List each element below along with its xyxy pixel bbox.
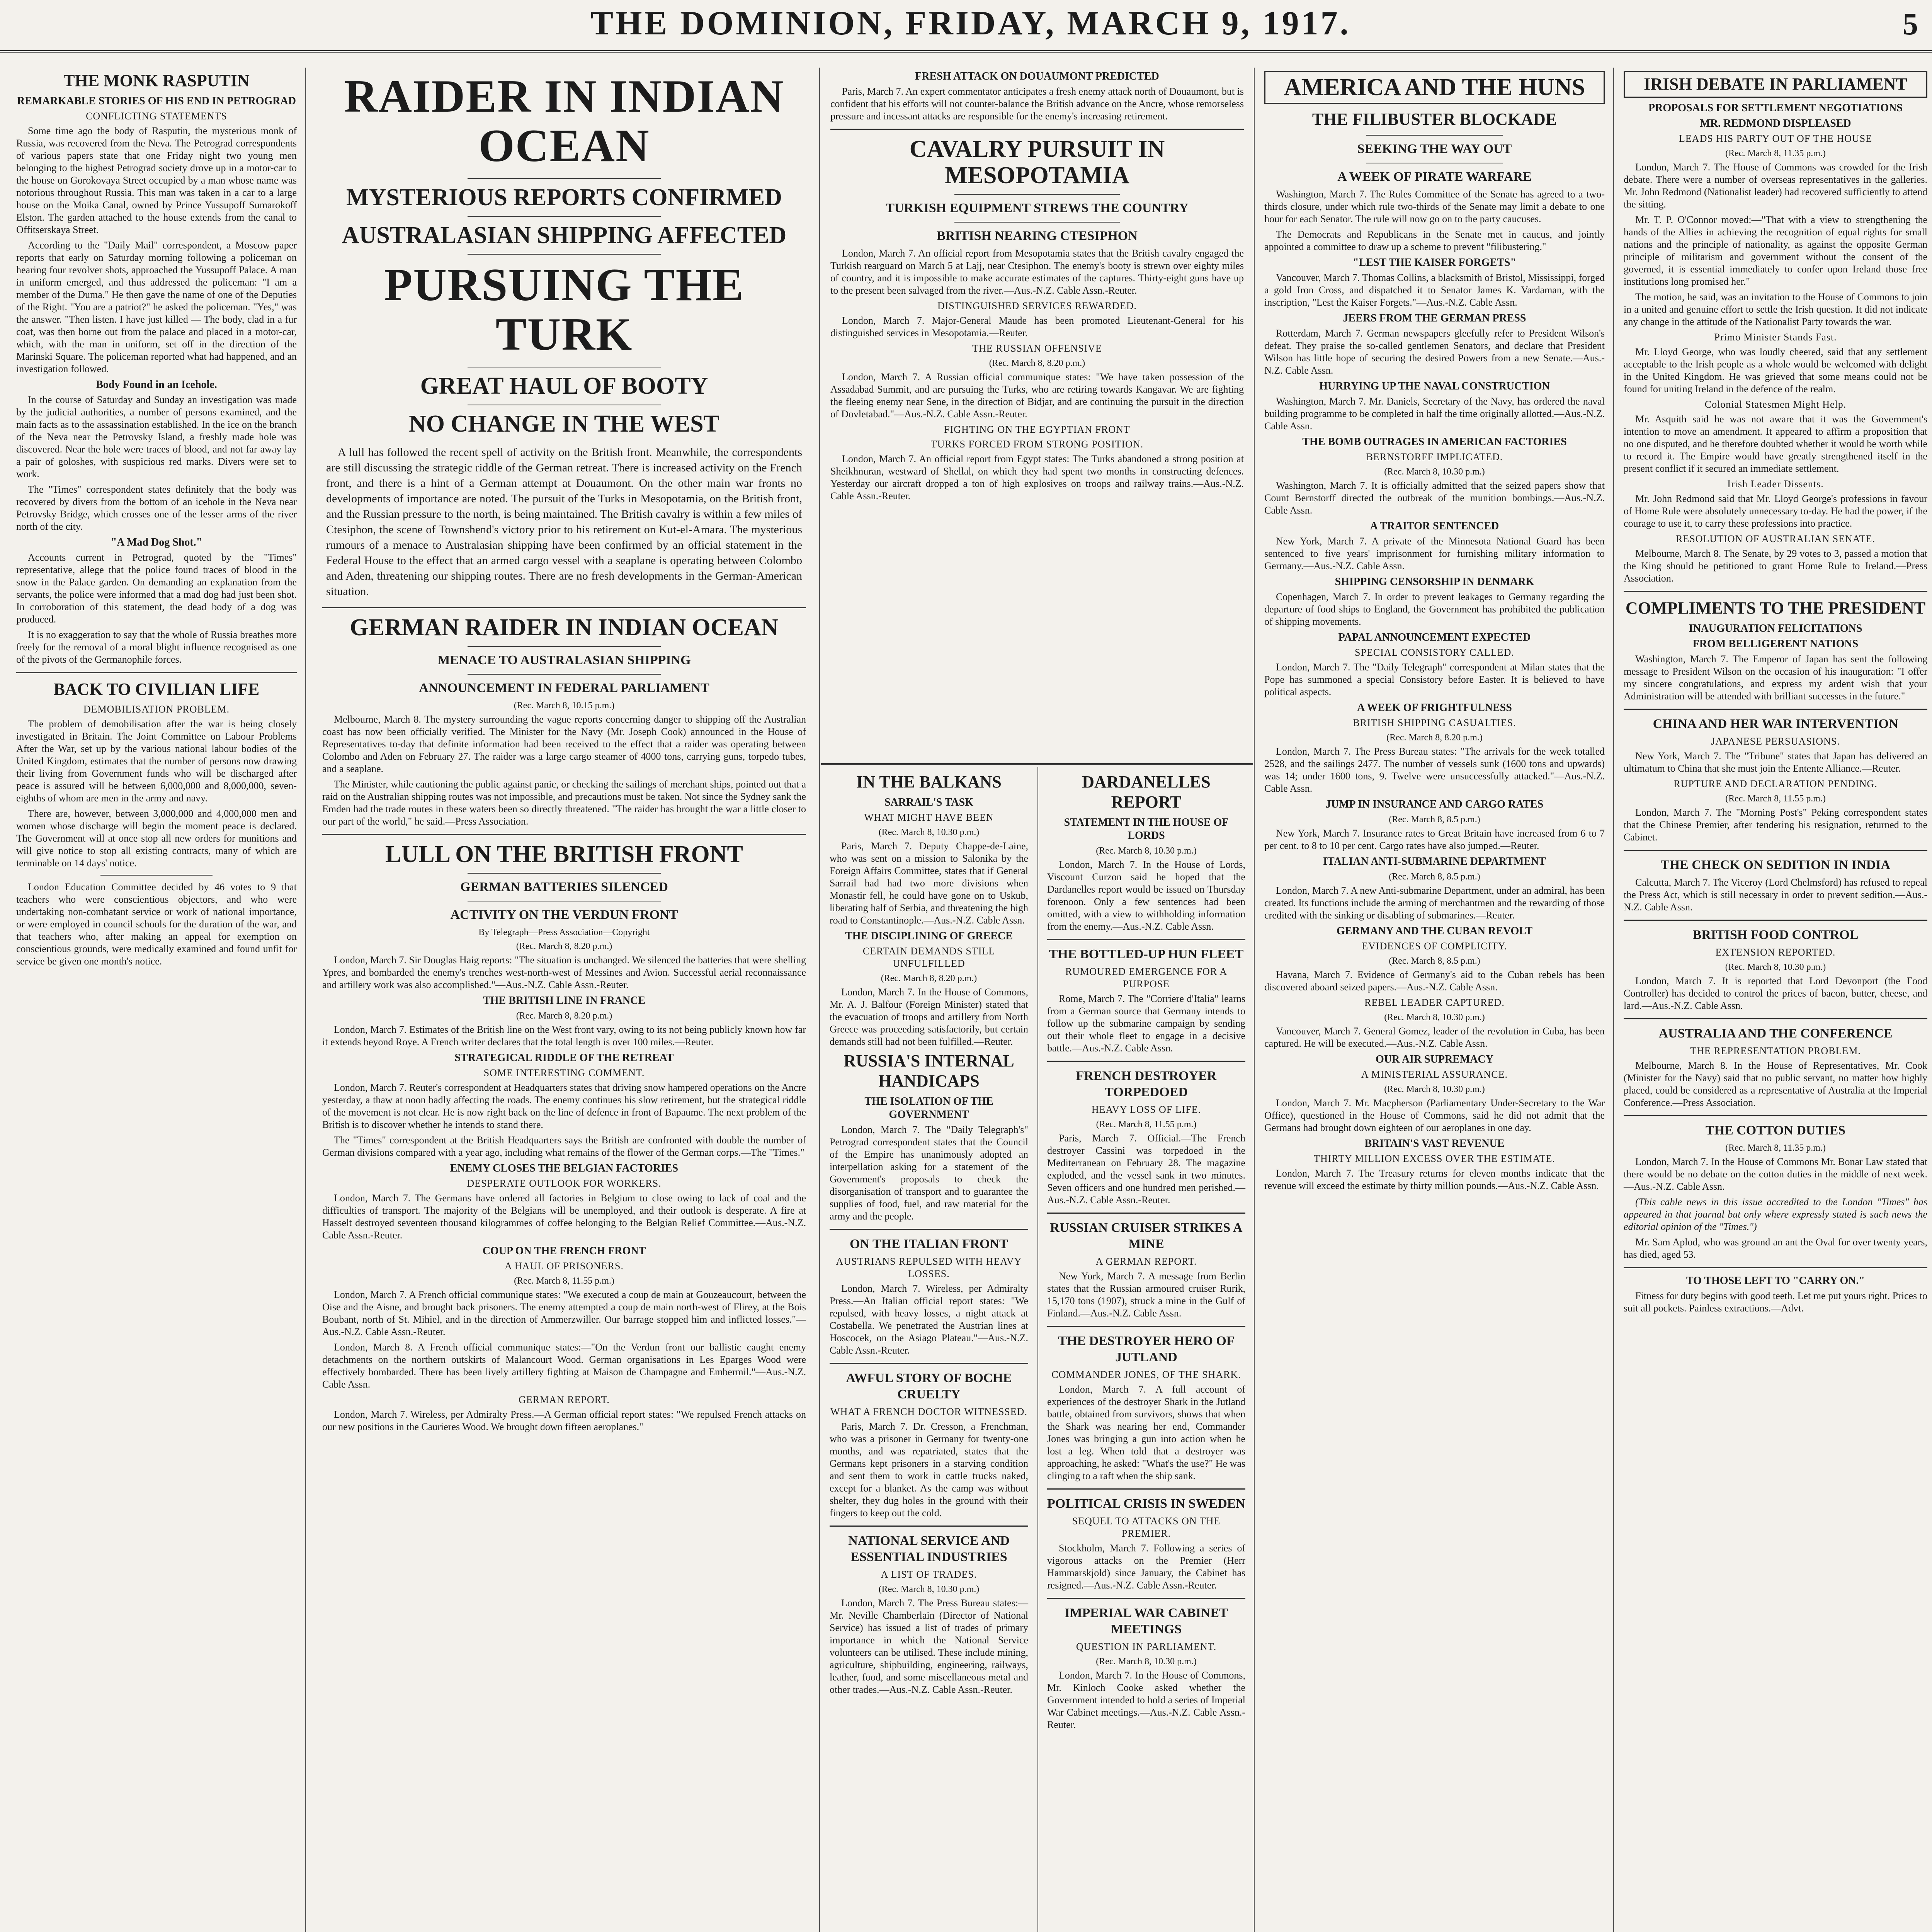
divider xyxy=(468,873,661,874)
divider xyxy=(821,763,1253,765)
byline: By Telegraph—Press Association—Copyright xyxy=(478,927,650,937)
divider xyxy=(830,129,1244,130)
paragraph: London, March 7. Wireless, per Admiralty Press.—A German official report states: "We repulsed French attacks on our new positions in the Caurieres Wood. We brought down fifteen aeroplanes." xyxy=(322,1409,806,1432)
column-rule xyxy=(1254,68,1255,1932)
paragraph: London, March 7. Mr. Macpherson (Parliamentary Under-Secretary to the War Office), questioned in the House of Commons, said he did not admit that the Germans had brought down eighteen of our aeroplanes in one day. xyxy=(1264,1097,1605,1133)
subhead: MENACE TO AUSTRALASIAN SHIPPING xyxy=(437,653,691,667)
divider xyxy=(1047,1213,1245,1214)
page-number: 5 xyxy=(1903,7,1918,41)
paragraph: The Democrats and Republicans in the Senate met in caucus, and jointly appointed a committee to draw up a scheme to prevent "filibustering." xyxy=(1264,229,1605,252)
paragraph: Mr. John Redmond said that Mr. Lloyd George's professions in favour of Home Rule were absolutely unnecessary to-day. He had the power, if the courage to use it, to carry these professions into practice. xyxy=(1624,493,1927,529)
subhead: CONFLICTING STATEMENTS xyxy=(86,111,227,122)
column-rule xyxy=(819,68,820,1932)
divider xyxy=(1047,1326,1245,1327)
paragraph: The motion, he said, was an invitation to the House of Commons to join in a united and genuine effort to settle the Irish question. It did not indicate any change in the attitude of the Nationalist Party towards the war. xyxy=(1624,291,1927,327)
paragraph: Washington, March 7. The Emperor of Japan has sent the following message to President Wilson on the occasion of his inauguration: "I offer my sincere congratulations, and express my ardent wish that your Administration will be attended with brilliant successes in the future." xyxy=(1624,653,1927,702)
subhead: FIGHTING ON THE EGYPTIAN FRONT xyxy=(944,424,1130,435)
headline-cavalry-pursuit: CAVALRY PURSUIT IN MESOPOTAMIA xyxy=(909,136,1165,189)
paragraph: London, March 7. The Germans have ordered all factories in Belgium to close owing to lack of coal and the difficulties of transport. The majority of the Belgians will be unemployed, and their outlook is desperate. A fire at Hasselt destroyed seventeen thousand kilogrammes of coffee belonging to the Belgian Relief Committee.—Aus.-N.Z. Cable Assn.-Reuter. xyxy=(322,1192,806,1241)
column-irish xyxy=(1615,68,1932,1932)
divider xyxy=(830,1229,1028,1230)
subhead: ITALIAN ANTI-SUBMARINE DEPARTMENT xyxy=(1323,855,1546,867)
headline-sedition-india: THE CHECK ON SEDITION IN INDIA xyxy=(1660,858,1891,872)
subhead: DISTINGUISHED SERVICES REWARDED. xyxy=(937,300,1137,311)
paragraph: Rome, March 7. The "Corriere d'Italia" learns from a German source that Germany intends to follow up the submarine campaign by sending out their whole fleet to engage in a decisive battle.—Aus.-N.Z. Cable Assn. xyxy=(1047,993,1245,1054)
paragraph: New York, March 7. Insurance rates to Great Britain have increased from 6 to 7 per cent. to 8 to 10 per cent. Cargo rates have also jumped.—Reuter. xyxy=(1264,828,1605,851)
paragraph: London, March 7. Sir Douglas Haig reports: "The situation is unchanged. We silenced the batteries that were shelling Ypres, and bombarded the enemy's trenches west-north-west of Messines and Avion. Successful aerial reconnaissance and artillery work was also accomplished."—Aus.-N.Z. Cable Assn.-Reuter. xyxy=(322,954,806,990)
paragraph: London, March 7. A French official communique states: "We executed a coup de main at Gouzeaucourt, between the Oise and the Aisne, and brought back prisoners. The enemy attempted a coup de main north-west of Flirey, at the Bois Boubant, north of St. Mihiel, and in the direction of Ammerzwiller. Our barrage stopped him and inflicted losses."—Aus.-N.Z. Cable Assn.-Reuter. xyxy=(322,1289,806,1337)
paragraph: Calcutta, March 7. The Viceroy (Lord Chelmsford) has refused to repeal the Press Act, which is still necessary in order to prevent sedition.—Aus.-N.Z. Cable Assn. xyxy=(1624,877,1927,913)
subhead: WHAT A FRENCH DOCTOR WITNESSED. xyxy=(830,1406,1027,1417)
subhead: THIRTY MILLION EXCESS OVER THE ESTIMATE. xyxy=(1314,1153,1555,1164)
column-balkans xyxy=(821,769,1037,1932)
column-rule xyxy=(1613,68,1614,1932)
paragraph: London, March 7. In the House of Lords, Viscount Curzon said he hoped that the Dardanelles report would be issued on Thursday forenoon. Only a few sentences had been omitted, with a view to withholding information from the enemy.—Aus.-N.Z. Cable Assn. xyxy=(1047,859,1245,932)
headline-balkans: IN THE BALKANS xyxy=(856,772,1002,791)
subhead: BRITISH NEARING CTESIPHON xyxy=(937,229,1138,243)
dateline: (Rec. March 8, 10.30 p.m.) xyxy=(1384,1084,1485,1094)
paragraph: Some time ago the body of Rasputin, the mysterious monk of Russia, was recovered from the Neva. The Petrograd correspondents of various papers state that one Friday night two young men belonging to the highest Petrograd society drove up in a motor-car to the house on Gorokovaya Street occupied by a man whose name was notorious throughout Russia. This man was taken in a car to a large house on the Moika Canal, owned by Prince Yussupoff Sumarokoff Elston. The garden attached to the house extends from the canal to Offitserskaya Street. xyxy=(16,125,297,235)
headline-compliments-president: COMPLIMENTS TO THE PRESIDENT xyxy=(1625,599,1926,617)
headline-hun-fleet: THE BOTTLED-UP HUN FLEET xyxy=(1049,947,1244,961)
headline-irish-debate: IRISH DEBATE IN PARLIAMENT xyxy=(1624,71,1927,98)
dateline: (Rec. March 8, 11.55 p.m.) xyxy=(514,1276,614,1286)
divider xyxy=(1047,1488,1245,1490)
subhead: QUESTION IN PARLIAMENT. xyxy=(1076,1641,1217,1652)
headline-dardanelles: DARDANELLES REPORT xyxy=(1082,772,1211,811)
subhead: AUSTRIANS REPULSED WITH HEAVY LOSSES. xyxy=(836,1256,1022,1279)
dateline: (Rec. March 8, 8.5 p.m.) xyxy=(1389,872,1480,882)
paragraph: London, March 7. The House of Commons was crowded for the Irish debate. There were a number of overseas representatives in the galleries. Mr. John Redmond (Nationalist leader) had recovered sufficiently to attend the sitting. xyxy=(1624,162,1927,210)
dateline: (Rec. March 8, 10.30 p.m.) xyxy=(1725,962,1826,972)
paragraph: Paris, March 7. Deputy Chappe-de-Laine, who was sent on a mission to Salonika by the Foreign Affairs Committee, states that if General Sarrail had had two more divisions when Monastir fell, he could have gone on to Uskub, liberating half of Serbia, and threatening the high road to Constantinople.—Aus.-N.Z. Cable Assn. xyxy=(830,840,1028,926)
headline-china: CHINA AND HER WAR INTERVENTION xyxy=(1653,717,1898,731)
paragraph: London, March 7. The Press Bureau states:—Mr. Neville Chamberlain (Director of National Service) has issued a list of trades of primary importance in which the National Service volunteers can be utilised. These include mining, agriculture, shipbuilding, engineering, railways, leather, food, and some miscellaneous metal and other trades.—Aus.-N.Z. Cable Assn.-Reuter. xyxy=(830,1597,1028,1695)
paragraph: New York, March 7. A private of the Minnesota National Guard has been sentenced to five years' imprisonment for furnishing military information to Germany.—Aus.-N.Z. Cable Assn. xyxy=(1264,536,1605,571)
paragraph: London, March 7. The "Morning Post's" Peking correspondent states that the Chinese Premier, after tendering his resignation, returned to the Cabinet. xyxy=(1624,807,1927,843)
subhead: WHAT MIGHT HAVE BEEN xyxy=(864,812,994,823)
paragraph: London, March 7. Major-General Maude has been promoted Lieutenant-General for his distinguished services in Mesopotamia.—Reuter. xyxy=(830,315,1244,338)
headline-raider: RAIDER IN INDIAN OCEAN xyxy=(344,70,784,171)
divider xyxy=(1624,1267,1927,1268)
divider xyxy=(1624,1018,1927,1019)
paragraph: Washington, March 7. It is officially admitted that the seized papers show that Count Bernstorff directed the outbreak of the munition bombings.—Aus.-N.Z. Cable Assn. xyxy=(1264,480,1605,516)
dateline: (Rec. March 8, 10.30 p.m.) xyxy=(1096,846,1197,856)
column-rasputin xyxy=(8,68,305,1932)
headline: GREAT HAUL OF BOOTY xyxy=(420,373,708,399)
paragraph: Stockholm, March 7. Following a series of vigorous attacks on the Premier (Herr Hammarskjold) since January, the Cabinet has resigned.—Aus.-N.Z. Cable Assn.-Reuter. xyxy=(1047,1543,1245,1591)
dateline: (Rec. March 8, 10.15 p.m.) xyxy=(514,701,615,711)
headline-cotton-duties: THE COTTON DUTIES xyxy=(1705,1123,1846,1138)
subhead: EVIDENCES OF COMPLICITY. xyxy=(1362,940,1507,952)
subhead: Body Found in an Icehole. xyxy=(96,379,217,391)
subhead: GERMAN REPORT. xyxy=(519,1394,610,1405)
divider xyxy=(468,216,661,217)
subhead: A HAUL OF PRISONERS. xyxy=(505,1260,624,1272)
headline-russian-cruiser: RUSSIAN CRUISER STRIKES A MINE xyxy=(1050,1221,1243,1251)
subhead: THE BOMB OUTRAGES IN AMERICAN FACTORIES xyxy=(1302,436,1567,448)
paragraph: London, March 8. A French official communique states:—"On the Verdun front our ballistic caught enemy detachments on the northern outskirts of Malancourt Wood. German organisations in Les Eparges Wood were effectively bombarded. There has been lively artillery fighting at Maison de Champagne and Embermil."—Aus.-N.Z. Cable Assn. xyxy=(322,1342,806,1390)
dateline: (Rec. March 8, 8.20 p.m.) xyxy=(881,973,977,983)
divider xyxy=(468,254,661,255)
dateline: (Rec. March 8, 8.20 p.m.) xyxy=(516,1011,612,1021)
subhead: THE FILIBUSTER BLOCKADE xyxy=(1312,110,1557,129)
subhead: RUMOURED EMERGENCE FOR A PURPOSE xyxy=(1065,966,1228,990)
paragraph: The problem of demobilisation after the war is being closely investigated in Britain. The Joint Committee on Labour Problems After the War, set up by the various national labour bodies of the United Kingdom, estimates that the number of persons now drawing their living from Government funds who will be discharged after peace is assured will be between 6,000,000 and 8,000,000, seven-eighths of whom are men in the army and navy. xyxy=(16,718,297,804)
subhead: REBEL LEADER CAPTURED. xyxy=(1364,997,1505,1008)
subhead: THE BRITISH LINE IN FRANCE xyxy=(483,995,646,1007)
headline-australia-conference: AUSTRALIA AND THE CONFERENCE xyxy=(1658,1026,1893,1041)
headline-imperial-war-cabinet: IMPERIAL WAR CABINET MEETINGS xyxy=(1065,1606,1228,1636)
paragraph: London, March 7. Wireless, per Admiralty Press.—An Italian official report states: "We repulsed, with heavy losses, a night attack at Costabella. We penetrated the Austrian lines at Hoscocek, on the Asiago Plateau."—Aus.-N.Z. Cable Assn.-Reuter. xyxy=(830,1283,1028,1356)
paragraph: London, March 7. Reuter's correspondent at Headquarters states that driving snow hampered operations on the Ancre yesterday, a thaw at noon badly affecting the roads. The enemy continues his slow retirement, but the strategical riddle of the movement is not clear. He is now right back on the line of defence in front of Bapaume. The next problem of the British is to discover whether he intends to stand there. xyxy=(322,1082,806,1130)
headline-italian-front: ON THE ITALIAN FRONT xyxy=(850,1237,1008,1251)
advert-heading: TO THOSE LEFT TO "CARRY ON." xyxy=(1686,1275,1865,1287)
subhead: STRATEGICAL RIDDLE OF THE RETREAT xyxy=(454,1052,674,1064)
divider xyxy=(1047,939,1245,940)
headline-boche-cruelty: AWFUL STORY OF BOCHE CRUELTY xyxy=(846,1371,1012,1401)
dateline: (Rec. March 8, 10.30 p.m.) xyxy=(1384,1012,1485,1022)
summary-paragraph: A lull has followed the recent spell of activity on the British front. Meanwhile, the correspondents are still discussing the strategic riddle of the German retreat. There is increased activity on the French front, and there is a hint of a German attempt at Douaumont. On the other main war fronts no developments of importance are noted. The pursuit of the Turks in Mesopotamia, on the British front, and the Russian pressure to the north, is being maintained. The British cavalry is within a few miles of Ctesiphon, the scene of Townshend's victory prior to his retirement on Kut-el-Amara. The mysterious rumours of a menace to Australasian shipping have been confirmed by an official statement in the Federal House to the effect that an armed cargo vessel with a seaplane is operating between Colombo and Aden, threatening our shipping routes. There are no fresh developments in the German-American situation. xyxy=(326,446,802,598)
subhead: Irish Leader Dissents. xyxy=(1727,478,1824,490)
dateline: (Rec. March 8, 10.30 p.m.) xyxy=(878,827,980,837)
subhead: Colonial Statesmen Might Help. xyxy=(1704,399,1847,410)
headline-sweden-crisis: POLITICAL CRISIS IN SWEDEN xyxy=(1047,1497,1245,1511)
subhead: A MINISTERIAL ASSURANCE. xyxy=(1361,1069,1508,1080)
subhead: A TRAITOR SENTENCED xyxy=(1370,520,1499,532)
subhead: ANNOUNCEMENT IN FEDERAL PARLIAMENT xyxy=(419,681,709,695)
subhead: COMMANDER JONES, OF THE SHARK. xyxy=(1051,1369,1241,1380)
paragraph: The "Times" correspondent at the British Headquarters says the British are confronted with double the number of German divisions compared with a year ago, including what remains of the flower of the German corps.—The "Times." xyxy=(322,1134,806,1158)
paragraph: London, March 7. A new Anti-submarine Department, under an admiral, has been created. Its functions include the arming of merchantmen and the rewarding of those credited with the sinking or disabling of submarines.—Reuter. xyxy=(1264,885,1605,921)
subhead: GERMAN BATTERIES SILENCED xyxy=(460,880,668,894)
subhead: COUP ON THE FRENCH FRONT xyxy=(482,1245,646,1257)
subhead: A GERMAN REPORT. xyxy=(1095,1256,1197,1267)
subhead: DEMOBILISATION PROBLEM. xyxy=(83,704,230,715)
column-rule xyxy=(1037,767,1038,1932)
subhead: A WEEK OF PIRATE WARFARE xyxy=(1337,170,1532,184)
subhead: RUPTURE AND DECLARATION PENDING. xyxy=(1673,778,1878,789)
paragraph: London, March 7. It is reported that Lord Devonport (the Food Controller) has decided to control the prices of bacon, butter, cheese, and lard.—Aus.-N.Z. Cable Assn. xyxy=(1624,975,1927,1011)
paragraph: In the course of Saturday and Sunday an investigation was made by the judicial authorities, a number of persons examined, and the main facts as to the assassination established. In the ice on the branch of the Neva near the Petrovsky Island, a freshly made hole was discovered. Near the hole were traces of blood, and not far away lay a pair of goloshes, with suspicious red marks. Divers were set to work. xyxy=(16,394,297,480)
dateline: (Rec. March 8, 11.55 p.m.) xyxy=(1725,794,1826,804)
divider xyxy=(468,674,661,675)
subhead: PROPOSALS FOR SETTLEMENT NEGOTIATIONS xyxy=(1648,102,1903,114)
divider xyxy=(830,1363,1028,1364)
headline-jutland-hero: THE DESTROYER HERO OF JUTLAND xyxy=(1058,1334,1235,1364)
divider xyxy=(322,607,806,608)
paragraph: (This cable news in this issue accredited to the London "Times" has appeared in that journal but only where expressly stated is such news the editorial opinion of the "Times.") xyxy=(1624,1196,1927,1232)
dateline: (Rec. March 8, 11.35 p.m.) xyxy=(1725,148,1826,158)
subhead: ACTIVITY ON THE VERDUN FRONT xyxy=(450,908,678,922)
subhead: THE REPRESENTATION PROBLEM. xyxy=(1690,1045,1861,1056)
subhead: SARRAIL'S TASK xyxy=(884,796,974,808)
paragraph: Mr. Asquith said he was not aware that it was the Government's intention to move an amendment. It appeared to affirm a proposition that no one disputed, and he therefore doubted whether it would be worth while to record it. The Empire would have greatly strengthened itself in the present conflict if it secured an immediate settlement. xyxy=(1624,413,1927,474)
subhead: LEADS HIS PARTY OUT OF THE HOUSE xyxy=(1679,133,1872,144)
paragraph: Paris, March 7. Official.—The French destroyer Cassini was torpedoed in the Mediterranean on February 28. The magazine exploded, and the vessel sank in two minutes. Seven officers and one hundred men perished.—Aus.-N.Z. Cable Assn.-Reuter. xyxy=(1047,1133,1245,1206)
paragraph: London, March 7. A Russian official communique states: "We have taken possession of the Assadabad Summit, and are pursuing the Turks, who are retiring towards Kangavar. We are fighting the fleeing enemy near Sene, in the direction of Bidjar, and are continuing the pursuit in the direction of Dovletabad."—Aus.-N.Z. Cable Assn.-Reuter. xyxy=(830,371,1244,420)
divider xyxy=(16,672,297,673)
divider xyxy=(1624,850,1927,851)
paragraph: London, March 7. An official report from Mesopotamia states that the British cavalry engaged the Turkish rearguard on March 5 at Lajj, near Ctesiphon. The enemy's booty is strewn over eighty miles of country, and it is impossible to make accurate estimates of the captures. Thirty-eight guns have up to the present been salvaged from the river.—Aus.-N.Z. Cable Assn.-Reuter. xyxy=(830,248,1244,296)
dateline: (Rec. March 8, 8.20 p.m.) xyxy=(516,941,612,951)
dateline: (Rec. March 8, 8.5 p.m.) xyxy=(1389,815,1480,825)
subhead: STATEMENT IN THE HOUSE OF LORDS xyxy=(1064,816,1229,842)
paragraph: London, March 7. The "Daily Telegraph" correspondent at Milan states that the Pope has summoned a special Consistory before Easter. It is believed to have political aspects. xyxy=(1264,662,1605,697)
headline: MYSTERIOUS REPORTS CONFIRMED xyxy=(346,184,782,211)
column-dardanelles xyxy=(1039,769,1254,1932)
paragraph: Vancouver, March 7. General Gomez, leader of the revolution in Cuba, has been captured. He will be executed.—Aus.-N.Z. Cable Assn. xyxy=(1264,1026,1605,1049)
subhead: FROM BELLIGERENT NATIONS xyxy=(1692,638,1859,650)
subhead: TURKISH EQUIPMENT STREWS THE COUNTRY xyxy=(886,201,1189,215)
paragraph: Paris, March 7. An expert commentator anticipates a fresh enemy attack north of Douaumont, but is confident that his efforts will not counter-balance the British advance on the Ancre, whose remorseless pressure and incessant attacks are responsible for the enemy's increasing retirement. xyxy=(830,86,1244,122)
subhead: A LIST OF TRADES. xyxy=(881,1569,977,1580)
paragraph: Washington, March 7. Mr. Daniels, Secretary of the Navy, has ordered the naval building programme to be completed in half the time originally allotted.—Aus.-N.Z. Cable Assn. xyxy=(1264,396,1605,432)
subhead: ENEMY CLOSES THE BELGIAN FACTORIES xyxy=(450,1162,679,1174)
paragraph: New York, March 7. A message from Berlin states that the Russian armoured cruiser Rurik, 15,170 tons (1907), struck a mine in the Gulf of Finland.—Aus.-N.Z. Cable Assn. xyxy=(1047,1270,1245,1319)
paragraph: Vancouver, March 7. Thomas Collins, a blacksmith of Bristol, Mississippi, forged a gold Iron Cross, and dispatched it to Senator James K. Vardaman, with the inscription, "Lest the Kaiser Forgets."—Aus.-N.Z. Cable Assn. xyxy=(1264,272,1605,308)
paragraph: London, March 7. The Treasury returns for eleven months indicate that the revenue will exceed the estimate by thirty million pounds.—Aus.-N.Z. Cable Assn. xyxy=(1264,1168,1605,1191)
headline-food-control: BRITISH FOOD CONTROL xyxy=(1692,928,1859,942)
dateline: (Rec. March 8, 10.30 p.m.) xyxy=(1384,467,1485,477)
divider xyxy=(1047,1598,1245,1599)
divider xyxy=(468,646,661,647)
paragraph: London Education Committee decided by 46 votes to 9 that teachers who were conscientious objectors, and who were undertaking non-combatant service or work of national importance, or were employed in council schools for the duration of the war, and that teachers who, after making an appeal for exemption on conscientious grounds, were medically examined and found unfit for service be given one month's notice. xyxy=(16,881,297,967)
subhead: BRITISH SHIPPING CASUALTIES. xyxy=(1353,717,1516,728)
paragraph: Melbourne, March 8. In the House of Representatives, Mr. Cook (Minister for the Navy) said that no public servant, no matter how highly placed, could be considered as a representative of Australia at the Imperial Conference.—Press Association. xyxy=(1624,1060,1927,1108)
headline-rasputin: THE MONK RASPUTIN xyxy=(63,71,250,90)
subhead: SOME INTERESTING COMMENT. xyxy=(483,1067,645,1078)
paragraph: Mr. Sam Aplod, who was ground an ant the Oval for over twenty years, has died, aged 53. xyxy=(1624,1236,1927,1260)
dateline: (Rec. March 8, 10.30 p.m.) xyxy=(878,1584,980,1594)
divider xyxy=(322,834,806,835)
subhead: "A Mad Dog Shot." xyxy=(111,536,202,548)
paragraph: Havana, March 7. Evidence of Germany's aid to the Cuban rebels has been discovered aboard seized papers.—Aus.-N.Z. Cable Assn. xyxy=(1264,969,1605,993)
divider xyxy=(100,875,213,876)
divider xyxy=(1624,709,1927,710)
dateline: (Rec. March 8, 11.35 p.m.) xyxy=(1725,1143,1826,1153)
column-rule xyxy=(305,68,306,1932)
headline: NO CHANGE IN THE WEST xyxy=(409,411,719,437)
subhead: HEAVY LOSS OF LIFE. xyxy=(1091,1104,1201,1115)
dateline: (Rec. March 8, 10.30 p.m.) xyxy=(1096,1656,1197,1667)
paragraph: London, March 7. In the House of Commons, Mr. Kinloch Cooke asked whether the Government intended to hold a series of Imperial War Cabinet meetings.—Aus.-N.Z. Cable Assn.-Reuter. xyxy=(1047,1670,1245,1730)
paragraph: New York, March 7. The "Tribune" states that Japan has delivered an ultimatum to China that she must join the Entente Alliance.—Reuter. xyxy=(1624,750,1927,774)
paragraph: Melbourne, March 8. The mystery surrounding the vague reports concerning danger to shipping off the Australian coast has now been officially verified. The Minister for the Navy (Mr. Joseph Cook) announced in the House of Representatives to-day that definite information had been received to the effect that a raider was operating between Colombo and Aden on February 27. The raider was a large cargo steamer of 4000 tons, carrying guns, torpedo tubes, and a seaplane. xyxy=(322,714,806,774)
paragraph: Mr. T. P. O'Connor moved:—"That with a view to strengthening the hands of the Allies in achieving the recognition of equal rights for small nations and the principle of nationality, as against the opposite German principle of militarism and government without the consent of the governed, it is essential immediately to confer upon Ireland those free institutions long promised her." xyxy=(1624,214,1927,287)
headline-national-service: NATIONAL SERVICE AND ESSENTIAL INDUSTRIES xyxy=(848,1534,1010,1564)
subhead: BRITAIN'S VAST REVENUE xyxy=(1364,1138,1505,1150)
dateline: (Rec. March 8, 11.55 p.m.) xyxy=(1096,1119,1197,1129)
subhead: HURRYING UP THE NAVAL CONSTRUCTION xyxy=(1319,380,1550,392)
paragraph: London, March 7. The "Daily Telegraph's" Petrograd correspondent states that the Council of the Empire has unanimously adopted an interpellation asking for a statement of the Government's proposals to check the disorganisation of transport and to guarantee the supplies of food, fuel, and raw material for the army and the people. xyxy=(830,1124,1028,1222)
paragraph: Copenhagen, March 7. In order to prevent leakages to Germany regarding the departure of food ships to England, the Government has prohibited the publication of shipping movements. xyxy=(1264,591,1605,627)
headline-german-raider: GERMAN RAIDER IN INDIAN OCEAN xyxy=(350,614,779,641)
divider xyxy=(1624,591,1927,592)
paragraph: Mr. Lloyd George, who was loudly cheered, said that any settlement acceptable to the Irish people as a whole would be welcomed with delight in the United Kingdom. He was grieved that some means could not be found for uniting Ireland in the defence of the realm. xyxy=(1624,346,1927,395)
subhead: TURKS FORCED FROM STRONG POSITION. xyxy=(930,439,1144,450)
deck: REMARKABLE STORIES OF HIS END IN PETROGRAD xyxy=(17,95,296,107)
column-america xyxy=(1256,68,1613,1932)
subhead: THE RUSSIAN OFFENSIVE xyxy=(972,343,1102,354)
divider xyxy=(830,1526,1028,1527)
headline-pursuing-turk: PURSUING THE TURK xyxy=(384,259,744,360)
subhead: SEEKING THE WAY OUT xyxy=(1357,142,1512,156)
divider xyxy=(1047,1061,1245,1062)
subhead: "LEST THE KAISER FORGETS" xyxy=(1353,257,1516,269)
advert-text: Fitness for duty begins with good teeth. Let me put yours right. Prices to suit all pockets. Painless extractions.—Advt. xyxy=(1624,1290,1927,1314)
subhead: DESPERATE OUTLOOK FOR WORKERS. xyxy=(467,1178,662,1189)
paragraph: Accounts current in Petrograd, quoted by the "Times" representative, allege that the police found traces of blood in the snow in the Palace garden. On demanding an explanation from the servants, the police were informed that a mad dog had just been shot. In corroboration of this statement, the dead body of a dog was produced. xyxy=(16,552,297,625)
paragraph: The "Times" correspondent states definitely that the body was recovered by divers from the bottom of an icehole in the Neva near Petrovsky Bridge, which crosses one of the lesser arms of the river north of the city. xyxy=(16,484,297,532)
subhead: BERNSTORFF IMPLICATED. xyxy=(1366,451,1503,463)
divider xyxy=(1366,135,1502,136)
paragraph: The Minister, while cautioning the public against panic, or checking the sailings of merchant ships, pointed out that a raid on the Australian shipping routes was not impossible, and precautions must be taken. Not since the Sydney sank the Emden had the trade routes in these waters been so directly threatened. "The raider has brought the war a little closer to our part of the world," he said.—Press Association. xyxy=(322,779,806,827)
headline-america: AMERICA AND THE HUNS xyxy=(1264,71,1605,104)
headline-civilian-life: BACK TO CIVILIAN LIFE xyxy=(53,680,260,699)
subhead: MR. REDMOND DISPLEASED xyxy=(1700,117,1851,129)
paragraph: Washington, March 7. The Rules Committee of the Senate has agreed to a two-thirds closure, under which rule two-thirds of the Senate may limit a debate to one hour for each Senator. The rule will now go on to the party caucuses. xyxy=(1264,189,1605,224)
paragraph: According to the "Daily Mail" correspondent, a Moscow paper reports that early on Saturday morning following a policeman on hearing four revolver shots, approached the Yussupoff Palace. A man in uniform emerged, and thus addressed the policeman: "I am a member of the Duma." He then gave the name of one of the Deputies of the Right. "You are a patriot?" he asked the policeman. "Yes," was the answer. "Then listen. I have just killed — The body, clad in a fur coat, was then borne out from the palace and placed in a motor-car, which, with the man in uniform, set off in the direction of the Marinski Square. The policeman reported what had happened, and an investigation followed. xyxy=(16,240,297,374)
subhead: INAUGURATION FELICITATIONS xyxy=(1689,622,1862,634)
subhead: THE DISCIPLINING OF GREECE xyxy=(845,930,1013,942)
paragraph: London, March 7. Estimates of the British line on the West front vary, owing to its not being publicly known how far it extends beyond Roye. A French writer declares that the total length is over 100 miles.—Reuter. xyxy=(322,1024,806,1048)
masthead xyxy=(0,0,1932,53)
divider xyxy=(954,222,1120,223)
subhead: THE ISOLATION OF THE GOVERNMENT xyxy=(864,1095,993,1121)
paragraph: London, March 7. The Press Bureau states: "The arrivals for the week totalled 2528, and the sailings 2477. The number of vessels sunk (1600 tons and upwards) was 14; under 1600 tons, 9. Twelve were unsuccessfully attacked."—Aus.-N.Z. Cable Assn. xyxy=(1264,746,1605,794)
dateline: (Rec. March 8, 8.20 p.m.) xyxy=(989,358,1085,368)
subhead: SHIPPING CENSORSHIP IN DENMARK xyxy=(1335,576,1534,588)
headline-lull: LULL ON THE BRITISH FRONT xyxy=(385,841,743,867)
mesopotamia-block xyxy=(821,68,1253,759)
subhead: Primo Minister Stands Fast. xyxy=(1714,332,1837,343)
divider xyxy=(954,194,1120,195)
paragraph: London, March 7. In the House of Commons Mr. Bonar Law stated that there would be no debate on the cotton duties in the middle of next week.—Aus.-N.Z. Cable Assn. xyxy=(1624,1156,1927,1192)
divider xyxy=(1624,1115,1927,1116)
subhead: RESOLUTION OF AUSTRALIAN SENATE. xyxy=(1676,533,1875,544)
headline-destroyer-torpedoed: FRENCH DESTROYER TORPEDOED xyxy=(1076,1069,1217,1099)
subhead: GERMANY AND THE CUBAN REVOLT xyxy=(1336,925,1533,937)
subhead: JAPANESE PERSUASIONS. xyxy=(1711,736,1840,747)
subhead: OUR AIR SUPREMACY xyxy=(1376,1053,1493,1065)
paragraph: Rotterdam, March 7. German newspapers gleefully refer to President Wilson's defeat. They praise the so-called gentlemen Senators, and declare that President Wilson has little hope of securing the desired Powers from a new Senate.—Aus.-N.Z. Cable Assn. xyxy=(1264,328,1605,376)
paragraph: London, March 7. An official report from Egypt states: The Turks abandoned a strong position at Sheikhnuran, westward of Shellal, on which they had spent two months in constructing defences. Yesterday our aircraft dropped a ton of high explosives on troops and railway trains.—Aus.-N.Z. Cable Assn.-Reuter. xyxy=(830,453,1244,502)
column-raider xyxy=(309,68,819,1932)
subhead: SPECIAL CONSISTORY CALLED. xyxy=(1355,647,1514,658)
dateline: (Rec. March 8, 8.5 p.m.) xyxy=(1389,956,1480,966)
divider xyxy=(468,178,661,179)
subhead: A WEEK OF FRIGHTFULNESS xyxy=(1357,702,1512,714)
subhead: PAPAL ANNOUNCEMENT EXPECTED xyxy=(1338,631,1531,643)
headline: AUSTRALASIAN SHIPPING AFFECTED xyxy=(342,222,787,248)
paragraph: There are, however, between 3,000,000 and 4,000,000 men and women whose discharge will begin the moment peace is declared. The Government will at once stop all new orders for munitions and will give notice to stop all existing contracts, many of which are terminable on 14 days' notice. xyxy=(16,808,297,869)
paragraph: London, March 7. In the House of Commons, Mr. A. J. Balfour (Foreign Minister) stated that the evacuation of troops and artillery from North Greece was proceeding satisfactorily, but certain demands still had not been fulfilled.—Reuter. xyxy=(830,986,1028,1047)
divider xyxy=(1624,920,1927,921)
subhead: EXTENSION REPORTED. xyxy=(1715,947,1836,958)
newspaper-title: THE DOMINION, FRIDAY, MARCH 9, 1917. xyxy=(590,5,1351,42)
subhead: SEQUEL TO ATTACKS ON THE PREMIER. xyxy=(1072,1515,1221,1539)
headline-douaumont: FRESH ATTACK ON DOUAUMONT PREDICTED xyxy=(915,70,1159,82)
subhead: JUMP IN INSURANCE AND CARGO RATES xyxy=(1325,798,1544,810)
headline-russia: RUSSIA'S INTERNAL HANDICAPS xyxy=(844,1051,1014,1090)
dateline: (Rec. March 8, 8.20 p.m.) xyxy=(1386,733,1483,743)
subhead: JEERS FROM THE GERMAN PRESS xyxy=(1343,312,1526,324)
paragraph: London, March 7. A full account of experiences of the destroyer Shark in the Jutland battle, obtained from survivors, shows that when the Shark was nearing her end, Commander Jones was bringing a gun into action when he lost a leg. When told that a destroyer was approaching, he asked: "What's the use?" He was clinging to a raft when the ship sank. xyxy=(1047,1384,1245,1481)
paragraph: Paris, March 7. Dr. Cresson, a Frenchman, who was a prisoner in Germany for twenty-one months, and was repatriated, states that the Germans kept prisoners in a starving condition and sent them to work in cattle trucks naked, except for a blanket. As the camp was without shelter, they dug holes in the ground with their fingers to keep out the cold. xyxy=(830,1421,1028,1519)
subhead: CERTAIN DEMANDS STILL UNFULFILLED xyxy=(862,946,995,969)
paragraph: Melbourne, March 8. The Senate, by 29 votes to 3, passed a motion that the King should be petitioned to grant Home Rule to Ireland.—Press Association. xyxy=(1624,548,1927,584)
paragraph: It is no exaggeration to say that the whole of Russia breathes more freely for the removal of a moral blight influence recognised as one of the pivots of the Germanophile forces. xyxy=(16,629,297,665)
